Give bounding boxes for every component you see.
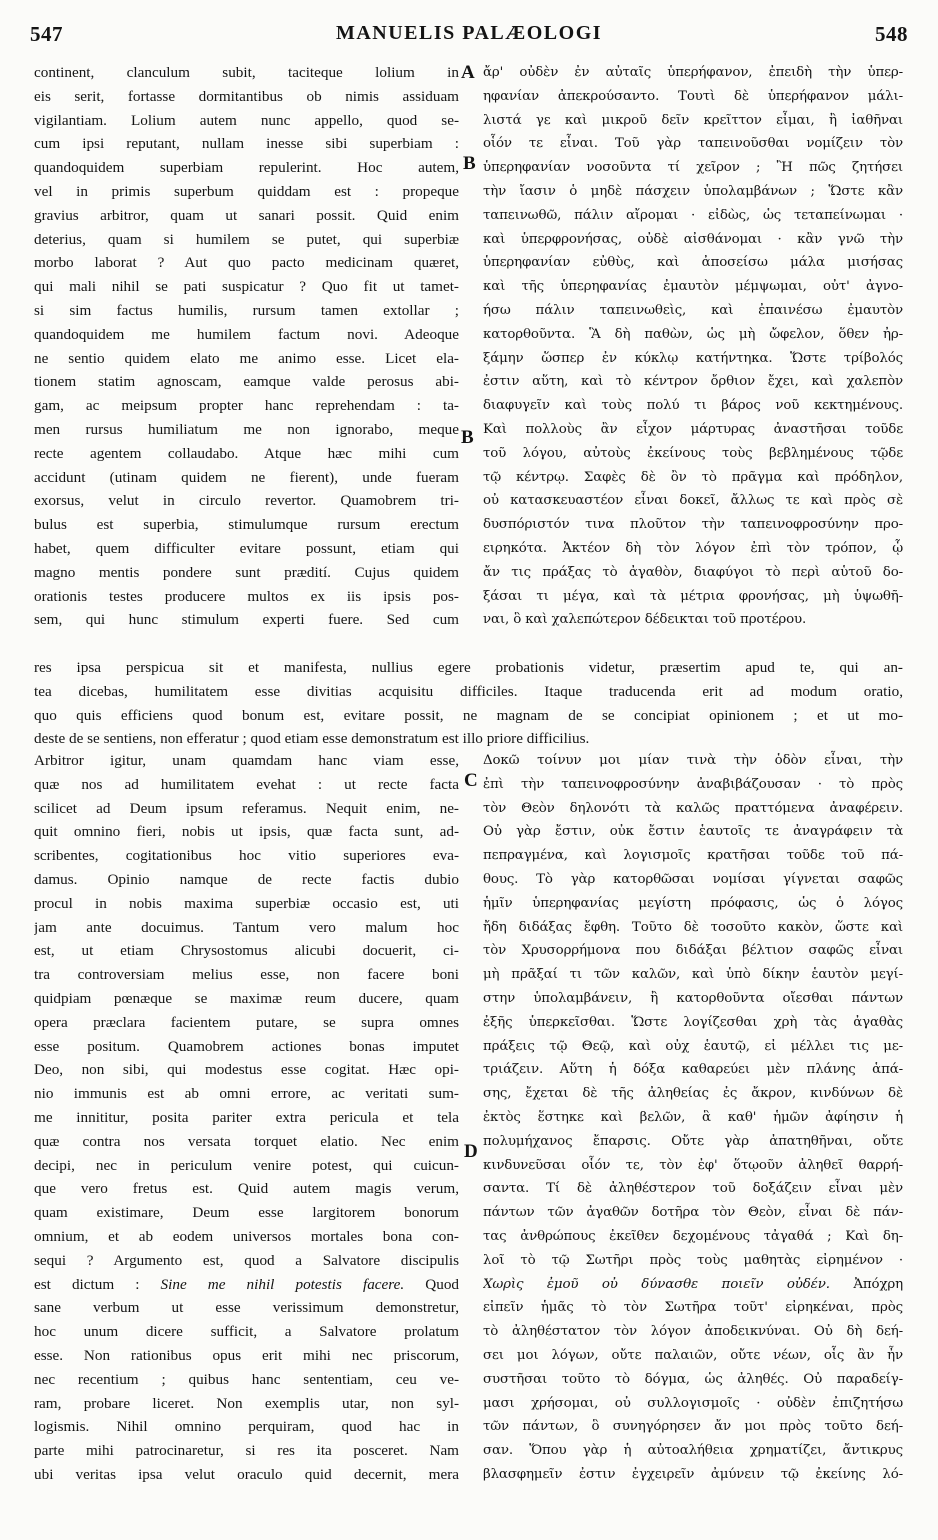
greek-top-line: λιστά γε καὶ μικροῦ δεῖν κρεῖττον εἶμαι, ἢ ἰαθῆναι bbox=[483, 112, 903, 128]
latin-top-line: quandoquidem superbiam repulerint. Hoc autem, bbox=[34, 159, 459, 177]
latin-bot-line: scilicet ad Deum ipsum referamus. Nequit enim, ne- bbox=[34, 799, 459, 817]
page-number-right: 548 bbox=[874, 22, 908, 46]
margin-marker-c: C bbox=[464, 770, 478, 791]
greek-top-line: ἄρ' οὐδὲν ἐν αὐταῖς ὑπερήφανον, ἐπειδὴ τὴν ὑπερ- bbox=[483, 65, 903, 80]
running-title: MANUELIS PALÆOLOGI bbox=[335, 22, 603, 44]
latin-bot-line: que vero fretus est. Quid autem magis verum, bbox=[34, 1180, 459, 1198]
latin-top-line: habet, quem difficulter evitare possunt, etiam qui bbox=[34, 539, 459, 557]
greek-bot-line: σης, ἔχεται δὲ τῆς ἀληθείας ἐς ἄκρον, κινδύνων δὲ bbox=[483, 1086, 903, 1102]
greek-bot-line: Οὐ γὰρ ἔστιν, οὐκ ἔστιν ἑαυτοῖς τε ἀναγράφειν τὰ bbox=[483, 824, 903, 840]
greek-bot-line: Χωρὶς ἐμοῦ οὐ δύνασθε ποιεῖν οὐδέν. Ἀπόχρη bbox=[483, 1276, 903, 1292]
greek-top-line: ειρηκότα. Ἀκτέον δὴ τὸν λόγον ἐπὶ τὸν τρόπον, ᾧ bbox=[483, 540, 903, 556]
latin-bot-line: esse. Non rationibus opus erit mihi nec priscorum, bbox=[34, 1346, 459, 1364]
full-width-line: res ipsa perspicua sit et manifesta, nullius egere probationis videtur, præsertim apud te, qui an- bbox=[34, 659, 903, 676]
latin-bot-line: sane verbum ut esse verissimum demonstretur, bbox=[34, 1299, 459, 1317]
latin-bot-line: procul in nobis maxima superbiæ occasio est, uti bbox=[34, 894, 459, 912]
full-width-paragraph bbox=[34, 656, 903, 751]
greek-top-line: ἐστιν αὕτη, καὶ τὸ κέντρον ὄρθιον ἔχει, καὶ χαλεπὸν bbox=[483, 374, 903, 390]
latin-bot-line: nio immunis est ab omni errore, ac veritati sum- bbox=[34, 1085, 459, 1103]
latin-bot-line: parte mihi patrocinaretur, si res ita posceret. Nam bbox=[34, 1442, 459, 1460]
greek-bot-line: εἰπεῖν ἡμᾶς τὸ τὸν Σωτῆρα τοῦτ' εἰρηκέναι, πρὸς bbox=[483, 1300, 903, 1316]
greek-bot-line: τριάζειν. Αὕτη ἡ δόξα καθαρεύει μὲν πλάνης ἁπά- bbox=[483, 1062, 903, 1078]
latin-top-line: gravius arbitror, quam ut sanari possit. Quid enim bbox=[34, 206, 459, 224]
latin-bot-line: scribentes, cogitationibus hoc vitio superiores eva- bbox=[34, 847, 459, 865]
greek-bot-line: πολυμήχανος ἔπαρσις. Οὔτε γὰρ ἀπατηθῆναι, οὔτε bbox=[483, 1133, 903, 1149]
latin-bot-line: nec recentium ; quibus hanc sententiam, ceu ve- bbox=[34, 1370, 459, 1388]
greek-top-line: καὶ τῆς ὑπερηφανίας ἐμαυτὸν μέμψωμαι, οὐτ' ἀγνο- bbox=[483, 279, 903, 295]
greek-top-line: Καὶ πολλοὺς ἂν εἶχον μάρτυρας ἀναστῆσαι τοῦδε bbox=[483, 421, 903, 437]
greek-top-line: ξάμην ὥσπερ ἐν κύκλῳ κατήντηκα. Ὥστε τρίβολός bbox=[483, 350, 903, 366]
latin-top-line: deterius, quam si humilem se putet, qui superbiæ bbox=[34, 230, 459, 248]
greek-top-line: ὑπερηφανίαν εὐθὺς, καὶ ἀποσείσω μάλα μισήσας bbox=[483, 255, 903, 271]
greek-top-line: κατορθοῦντα. Ἃ δὴ παθὼν, ὡς μὴ ὤφελον, ὅθεν ἠρ- bbox=[483, 326, 903, 342]
greek-top-line: οὐ κατασκευαστέον εἶναι δοκεῖ, ἄλλως τε καὶ πρὸς σὲ bbox=[483, 493, 903, 509]
greek-top-line: ηφανίαν ἀπεκρούσαντο. Τουτὶ δὲ ὑπερήφανον μάλι- bbox=[483, 88, 903, 104]
latin-top-line: qui mali nihil se pati suspicatur ? Quo fit ut tamet- bbox=[34, 278, 459, 296]
greek-bot-line: τῶν πάντων, ὃ συνηγόρησεν ἄν μοι πρὸς τοῦτο δεή- bbox=[483, 1419, 903, 1435]
latin-bot-line: quæ contra nos versata torquet elatio. Nec enim bbox=[34, 1132, 459, 1150]
latin-bot-line: decipi, nec in periculum venire potest, qui cuicun- bbox=[34, 1156, 459, 1174]
latin-bot-line: quam existimare, Deum esse largitorem bonorum bbox=[34, 1204, 459, 1222]
latin-bot-line: hoc unum dicere sufficit, a Salvatore prolatum bbox=[34, 1323, 459, 1341]
greek-top-line: καὶ ὑπερφρονήσας, οὐδὲ αἰσθάνομαι · κἂν γνῶ τὴν bbox=[483, 231, 903, 247]
greek-bot-line: ἡμῖν ὑπερηφανίας μεγίστη πρόφασις, ὡς ὁ λόγος bbox=[483, 895, 903, 911]
margin-marker-b: B bbox=[463, 153, 476, 174]
latin-top-line: quandoquidem me humilem factum novi. Adeoque bbox=[34, 325, 459, 343]
greek-bot-line: πεπραγμένα, καὶ λογισμοῖς κρατῆσαι τοῦδε τοῦ πά- bbox=[483, 848, 903, 864]
latin-bot-line: esse positum. Quamobrem actiones bonas imputet bbox=[34, 1037, 459, 1055]
greek-bot-line: ἤδη διδάξας ἔφθη. Τοῦτο δὲ τοσοῦτο κακὸν, ὥστε καὶ bbox=[483, 919, 903, 935]
latin-bot-line: opera præclara facientem putare, se supra omnes bbox=[34, 1013, 459, 1031]
greek-bot-line: ἐκτὸς ἕστηκε καὶ βελῶν, ἃ καθ' ἡμῶν ἀφίησιν ἡ bbox=[483, 1109, 903, 1125]
margin-marker-d: D bbox=[464, 1141, 478, 1162]
latin-top-line: cum ipsi reputant, nullam inesse sibi superbiam : bbox=[34, 135, 459, 153]
greek-top-line: ήσω πάλιν ταπεινωθεὶς, καὶ ἐπαινέσω ἐμαυτὸν bbox=[483, 302, 903, 318]
greek-top-line: οἷόν τε εἶναι. Τοῦ γὰρ ταπεινοῦσθαι νομίζειν τὸν bbox=[483, 136, 903, 152]
greek-bot-line: ἐπὶ τὴν ταπεινοφροσύνην ἀναβιβάζουσαν · τὸ πρὸς bbox=[483, 776, 903, 792]
greek-bot-line: κινδυνεῦσαι οἷόν τε, τὸν ἐφ' ὅτῳοῦν ἀληθεῖ θαρρή- bbox=[483, 1157, 903, 1173]
latin-top-line: si sim factus humilis, rursum tamen extollar ; bbox=[34, 301, 459, 319]
greek-top-line: δυσπόριστόν τινα πλοῦτον τὴν ταπεινοφροσύνην προ- bbox=[483, 517, 903, 533]
latin-top-line: morbo laborat ? Aut quo pacto medicinam quæret, bbox=[34, 254, 459, 272]
page-header bbox=[30, 22, 908, 62]
latin-top-line: men rursus humiliatum me non ignorabo, meque bbox=[34, 420, 459, 438]
greek-bot-line: σει μοι λόγων, οὔτε παλαιῶν, οὔτε νέων, οἷς ἂν ἦν bbox=[483, 1347, 903, 1363]
latin-top-line: orationis testes producere multos ex iis ipsis pos- bbox=[34, 587, 459, 605]
full-width-line: deste de se sentiens, non efferatur ; quod etiam esse demonstratum est illo priore difficilius. bbox=[34, 730, 590, 748]
greek-bot-line: τὸ ἀληθέστατον τὸν λόγον ἀποδεικνύναι. Οὐ δὴ δεή- bbox=[483, 1324, 903, 1340]
latin-top-line: exorsus, velut in circulo revertor. Quamobrem tri- bbox=[34, 492, 459, 510]
latin-bot-line: sequi ? Argumento est, quod a Salvatore discipulis bbox=[34, 1251, 459, 1269]
latin-top-line: tionem statim agnoscam, eamque valde perosus abi- bbox=[34, 373, 459, 391]
greek-top-line: ἄν τις πράξας τὸ ἀγαθὸν, διαφύγοι τὸ περὶ αὑτοῦ δο- bbox=[483, 564, 903, 580]
greek-bot-line: στην ὑπολαμβάνειν, ἢ κατορθοῦντα οἴεσθαι πάντων bbox=[483, 990, 903, 1006]
greek-bot-line: πάντων τῶν ἀγαθῶν δοτῆρα τὸν Θεὸν, εἶναι δὲ πάν- bbox=[483, 1205, 903, 1221]
greek-column-bottom bbox=[483, 749, 903, 1487]
latin-bot-line: Deo, non sibi, qui modestus esse cogitat. Hæc opi- bbox=[34, 1061, 459, 1079]
latin-column-top bbox=[34, 61, 459, 632]
greek-top-line: τὴν ἴασιν ὁ μηδὲ πάσχειν ὑπολαμβάνων ; Ὥστε κἂν bbox=[483, 183, 903, 199]
greek-top-line: ναι, ὃ καὶ χαλεπώτερον δέδεικται τοῦ προτέρου. bbox=[483, 612, 807, 628]
latin-top-line: vigilantiam. Lolium autem nunc appello, quod se- bbox=[34, 111, 459, 129]
full-width-line: quo quis efficiens quod bonum est, evitare possit, ne magnam de se concipiat opinionem ; et ut mo- bbox=[34, 706, 903, 724]
latin-top-line: ne sentio quidem elato me animo esse. Licet ela- bbox=[34, 349, 459, 367]
greek-top-line: ὑπερηφανίαν νοσοῦντα τί χεῖρον ; Ἢ πῶς ζητήσει bbox=[483, 160, 903, 176]
greek-top-line: ξάσαι τι μέγα, καὶ τὰ μέτρια φρονήσας, μὴ ὑψωθῆ- bbox=[483, 588, 903, 604]
latin-bot-line: ubi veritas ipsa velut oraculo quid decernit, mera bbox=[34, 1465, 459, 1483]
greek-bot-line: σαν. Ὅπου γὰρ ἡ αὐτοαλήθεια χρηματίζει, ἄντικρυς bbox=[483, 1443, 903, 1459]
greek-bot-line: ἐξῆς ὑπερκεῖσθαι. Ὥστε λογίζεσθαι χρὴ τὰς ἀγαθὰς bbox=[483, 1014, 903, 1030]
page-number-left: 547 bbox=[30, 22, 63, 46]
latin-bot-line: tra controversiam melius esse, non facere boni bbox=[34, 966, 459, 984]
greek-bot-line: λοῖ τὸ τῷ Σωτῆρι πρὸς τοὺς μαθητὰς εἰρημένον · bbox=[483, 1252, 903, 1268]
latin-bot-line: quit omnino fieri, nobis ut ipsis, quæ facta sunt, ad- bbox=[34, 823, 459, 841]
latin-top-line: sem, qui hunc stimulum experti fuere. Sed cum bbox=[34, 611, 459, 629]
greek-bot-line: τὸν Χρυσορρήμονα που διδάξαι βέλτιον σαφῶς εἶναι bbox=[483, 943, 903, 959]
greek-bot-line: σαντα. Τί δὲ ἀληθέστερον τοῦ δοξάζειν εἶναι μὲν bbox=[483, 1181, 903, 1197]
greek-top-line: ταπεινωθῶ, πάλιν αἴρομαι · εἰδὼς, ὡς τεταπείνωμαι · bbox=[483, 207, 903, 223]
latin-bot-line: jam ante docuimus. Tantum vero malum hoc bbox=[34, 918, 459, 936]
greek-bot-line: συστῆσαι τοῦτο τὸ δόγμα, ὡς ἀληθές. Οὐ παραδείγ- bbox=[483, 1371, 903, 1387]
greek-bot-line: τας ἀνθρώπους ἐκεῖθεν δεχομένους τἀγαθά ; Καὶ δη- bbox=[483, 1228, 903, 1244]
full-width-line: tea dicebas, humilitatem esse divitias acquisitu difficiles. Itaque traducenda erit ad modum oratio, bbox=[34, 682, 903, 700]
greek-bot-line: Δοκῶ τοίνυν μοι μίαν τινὰ τὴν ὁδὸν εἶναι, τὴν bbox=[483, 753, 903, 768]
latin-bot-line: Arbitror igitur, unam quamdam hanc viam esse, bbox=[34, 752, 459, 769]
latin-bot-line: est, ut etiam Chrysostomus alicubi docuerit, ci- bbox=[34, 942, 459, 960]
latin-top-line: magno mentis pondere sunt prædití. Cujus quidem bbox=[34, 563, 459, 581]
latin-top-line: gam, ac meipsum propter hanc reprehendam : ta- bbox=[34, 397, 459, 415]
latin-top-line: eis serit, fortasse dormitantibus ob nimis assiduam bbox=[34, 87, 459, 105]
latin-bot-line: quidpiam pœnæque se maximæ reum ducere, quam bbox=[34, 989, 459, 1007]
greek-column-top bbox=[483, 61, 903, 632]
latin-top-line: accidunt (utinam quidem ne fierent), unde fueram bbox=[34, 468, 459, 486]
greek-top-line: τῷ κέντρῳ. Σαφὲς δὲ ὂν τὸ πρᾶγμα καὶ πρόδηλον, bbox=[483, 469, 903, 485]
margin-marker-b-2: B bbox=[461, 427, 474, 448]
greek-bot-line: τὸν Θεὸν δηλονότι τὰ καλῶς πραττόμενα ἀναφέρειν. bbox=[483, 800, 903, 816]
latin-column-bottom bbox=[34, 749, 459, 1487]
greek-bot-line: μασι χρήσομαι, οὐ συλλογισμοῖς · οὐδὲν ἐπιζητήσω bbox=[483, 1395, 903, 1411]
latin-top-line: vel in primis superbum quiddam est : propeque bbox=[34, 182, 459, 200]
latin-bot-line: damus. Opinio namque de recte factis dubio bbox=[34, 870, 459, 888]
latin-top-line: bulus est superbia, stimulumque rursum erectum bbox=[34, 516, 459, 534]
latin-top-line: continent, clanculum subit, taciteque lolium in bbox=[34, 64, 459, 81]
latin-bot-line: me innititur, posita pariter extra pericula et tela bbox=[34, 1108, 459, 1126]
greek-bot-line: μὴ πρᾶξαί τι τῶν καλῶν, καὶ ὑπὸ δίκην ἑαυτὸν μεγί- bbox=[483, 967, 903, 983]
latin-bot-line: ram, probare liceret. Non exemplis utar, non syl- bbox=[34, 1394, 459, 1412]
latin-bot-line: omnium, et ab eodem universos mortales bona con- bbox=[34, 1227, 459, 1245]
latin-top-line: recte agentem collaudabo. Atque hæc mihi cum bbox=[34, 444, 459, 462]
greek-bot-line: βλασφημεῖν ἐστιν ἐγχειρεῖν ἀμύνειν τῷ ἐκείνης λό- bbox=[483, 1466, 903, 1482]
greek-bot-line: πράξεις τῷ Θεῷ, καὶ οὐχ ἑαυτῷ, εἰ μέλλει τις με- bbox=[483, 1038, 903, 1054]
greek-top-line: διαφυγεῖν καὶ τοὺς πολύ τι βάρος νοῦ κεκτημένους. bbox=[483, 398, 903, 414]
greek-bot-line: θους. Τὸ γὰρ κατορθῶσαι νομίσαι γίγνεται σαφῶς bbox=[483, 871, 903, 887]
latin-bot-line: logismis. Nihil omnino perquiram, quod hac in bbox=[34, 1418, 459, 1436]
greek-top-line: τοῦ λόγου, αὐτοὺς ἐκείνους τοὺς βεβλημένους τῷδε bbox=[483, 445, 903, 461]
latin-bot-line: quæ nos ad humilitatem evehat : ut recte facta bbox=[34, 775, 459, 793]
margin-marker-a: A bbox=[461, 62, 475, 83]
latin-bot-line: est dictum : Sine me nihil potestis facere. Quod bbox=[34, 1275, 459, 1293]
